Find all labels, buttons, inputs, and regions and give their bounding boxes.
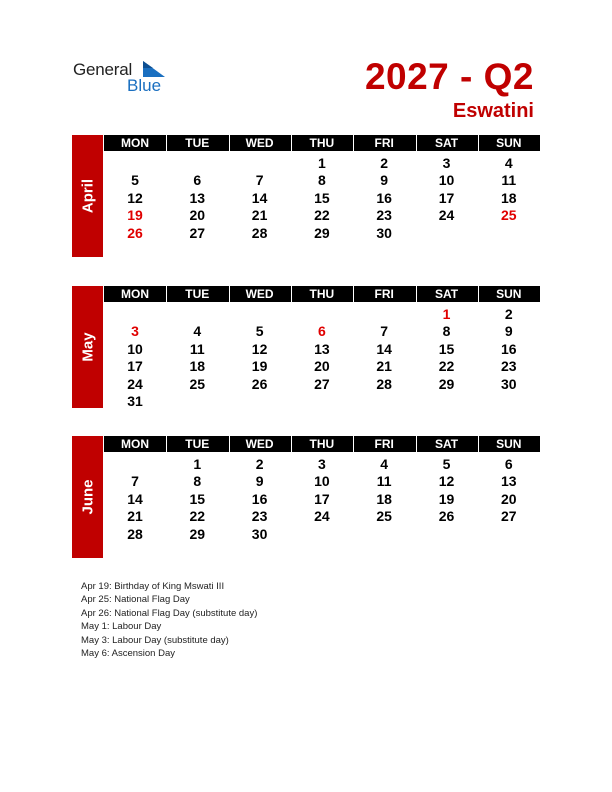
- day-cell: 15: [438, 340, 455, 357]
- month-name: April: [79, 178, 96, 214]
- day-cell: 18: [189, 358, 206, 375]
- day-cell: 19: [251, 358, 268, 375]
- weekday-thu: THU: [309, 287, 335, 301]
- day-cell: 30: [376, 224, 392, 241]
- day-cell: 17: [127, 358, 143, 375]
- day-cell: 4: [504, 155, 513, 171]
- day-cell: 13: [314, 340, 330, 357]
- day-cell: 27: [189, 224, 206, 241]
- day-cell: 16: [251, 490, 268, 507]
- day-cell: 8: [442, 323, 451, 340]
- day-cell: 1: [317, 155, 326, 171]
- weekday-mon: MON: [121, 287, 149, 301]
- day-cell: 14: [127, 490, 143, 507]
- header-divider: [416, 286, 417, 302]
- day-cell: 14: [376, 340, 392, 357]
- day-cell: 21: [127, 508, 143, 525]
- holiday-note: Apr 25: National Flag Day: [81, 594, 190, 606]
- header-divider: [291, 436, 292, 452]
- day-cell: 27: [314, 375, 330, 392]
- logo: [73, 60, 173, 96]
- holiday-note: Apr 19: Birthday of King Mswati III: [81, 581, 225, 592]
- month-label-bar: [72, 436, 103, 558]
- day-cell: 6: [193, 172, 202, 189]
- header-divider: [229, 135, 230, 151]
- day-cell: 23: [251, 508, 268, 525]
- weekday-header: [104, 436, 540, 452]
- header-divider: [166, 436, 167, 452]
- holiday-note: Apr 26: National Flag Day (substitute day): [81, 607, 258, 619]
- day-cell: 20: [501, 490, 517, 507]
- weekday-fri: FRI: [374, 136, 394, 150]
- day-cell: 21: [376, 358, 392, 375]
- page-title: 2027 - Q2: [364, 56, 534, 97]
- day-cell: 12: [251, 340, 268, 357]
- day-cell: 22: [314, 207, 330, 224]
- day-cell: 1: [442, 306, 451, 322]
- day-cell: 10: [314, 473, 330, 490]
- day-cell: 31: [127, 393, 143, 409]
- day-cell: 26: [127, 224, 143, 241]
- month-label-bar: [72, 135, 103, 257]
- day-cell: 11: [376, 473, 392, 490]
- weekday-fri: FRI: [374, 287, 394, 301]
- day-cell: 4: [193, 323, 202, 340]
- header-divider: [166, 286, 167, 302]
- day-cell: 20: [189, 207, 206, 224]
- day-cell: 28: [127, 525, 143, 542]
- day-cell: 7: [380, 323, 389, 340]
- day-cell: 25: [376, 508, 392, 525]
- day-cell: 12: [438, 473, 455, 490]
- day-cell: 17: [438, 189, 455, 206]
- day-cell: 4: [380, 456, 389, 472]
- header-divider: [478, 436, 479, 452]
- weekday-sat: SAT: [434, 136, 459, 150]
- day-cell: 29: [314, 224, 330, 241]
- weekday-thu: THU: [309, 136, 335, 150]
- day-cell: 30: [501, 375, 517, 392]
- day-cell: 2: [255, 456, 264, 472]
- day-cell: 26: [438, 508, 455, 525]
- header-divider: [478, 286, 479, 302]
- month-may: [72, 286, 540, 408]
- header-divider: [353, 436, 354, 452]
- day-cell: 15: [189, 490, 206, 507]
- day-cell: 29: [189, 525, 206, 542]
- day-cell: 12: [127, 189, 143, 206]
- weekday-sat: SAT: [434, 287, 459, 301]
- day-cell: 2: [380, 155, 389, 171]
- day-cell: 13: [501, 473, 517, 490]
- day-cell: 26: [251, 375, 268, 392]
- holiday-note: May 1: Labour Day: [81, 621, 162, 633]
- header-divider: [291, 286, 292, 302]
- day-cell: 29: [438, 375, 455, 392]
- day-cell: 20: [314, 358, 330, 375]
- day-cell: 9: [504, 323, 513, 340]
- day-cell: 22: [189, 508, 206, 525]
- header-divider: [229, 436, 230, 452]
- weekday-header: [104, 286, 540, 302]
- header-divider: [416, 436, 417, 452]
- weekday-sun: SUN: [496, 136, 522, 150]
- day-cell: 25: [501, 207, 517, 224]
- header-divider: [478, 135, 479, 151]
- day-cell: 30: [251, 525, 268, 542]
- day-cell: 18: [501, 189, 517, 206]
- day-cell: 11: [189, 340, 205, 357]
- weekday-sat: SAT: [434, 437, 459, 451]
- day-cell: 23: [376, 207, 392, 224]
- day-cell: 24: [127, 375, 143, 392]
- day-cell: 7: [255, 172, 264, 189]
- month-name: May: [79, 332, 96, 362]
- day-cell: 6: [504, 456, 513, 472]
- day-cell: 9: [255, 473, 264, 490]
- day-cell: 6: [317, 323, 326, 340]
- holiday-note: May 6: Ascension Day: [81, 647, 175, 659]
- day-cell: 19: [438, 490, 455, 507]
- day-cell: 2: [504, 306, 513, 322]
- month-label-bar: [72, 286, 103, 408]
- day-cell: 5: [131, 172, 139, 189]
- holiday-note: May 3: Labour Day (substitute day): [81, 634, 229, 646]
- weekday-sun: SUN: [496, 437, 522, 451]
- header-divider: [166, 135, 167, 151]
- weekday-tue: TUE: [185, 287, 210, 301]
- day-cell: 16: [376, 189, 392, 206]
- month-april: [72, 135, 540, 257]
- header-divider: [291, 135, 292, 151]
- month-june: [72, 436, 540, 558]
- day-cell: 10: [127, 340, 143, 357]
- day-cell: 28: [376, 375, 392, 392]
- header-divider: [229, 286, 230, 302]
- day-cell: 11: [501, 172, 517, 189]
- month-name: June: [79, 479, 96, 515]
- day-cell: 13: [189, 189, 206, 206]
- weekday-thu: THU: [309, 437, 335, 451]
- weekday-tue: TUE: [185, 136, 210, 150]
- weekday-fri: FRI: [374, 437, 394, 451]
- weekday-sun: SUN: [496, 287, 522, 301]
- logo-general-text: General: [73, 60, 133, 79]
- holiday-notes: [81, 580, 257, 660]
- day-cell: 16: [501, 340, 517, 357]
- day-cell: 3: [442, 155, 451, 171]
- header-divider: [353, 135, 354, 151]
- day-cell: 15: [314, 189, 330, 206]
- day-cell: 25: [189, 375, 206, 392]
- day-cell: 24: [438, 207, 455, 224]
- day-cell: 23: [501, 358, 517, 375]
- day-cell: 22: [438, 358, 455, 375]
- day-cell: 3: [317, 456, 326, 472]
- day-cell: 7: [131, 473, 139, 490]
- logo-flag-icon: [143, 61, 165, 77]
- logo-blue-text: Blue: [127, 76, 162, 95]
- day-cell: 19: [127, 207, 143, 224]
- day-cell: 27: [501, 508, 517, 525]
- day-cell: 9: [380, 172, 389, 189]
- day-cell: 17: [314, 490, 330, 507]
- weekday-header: [104, 135, 540, 151]
- country-name: Eswatini: [452, 100, 534, 122]
- weekday-tue: TUE: [185, 437, 210, 451]
- weekday-mon: MON: [121, 437, 149, 451]
- weekday-mon: MON: [121, 136, 149, 150]
- weekday-wed: WED: [245, 437, 274, 451]
- day-cell: 14: [251, 189, 268, 206]
- header-divider: [416, 135, 417, 151]
- day-cell: 1: [193, 456, 202, 472]
- day-cell: 18: [376, 490, 392, 507]
- day-cell: 10: [438, 172, 455, 189]
- day-cell: 8: [193, 473, 202, 490]
- day-cell: 28: [251, 224, 268, 241]
- day-cell: 3: [131, 323, 139, 340]
- day-cell: 8: [317, 172, 326, 189]
- day-cell: 24: [314, 508, 330, 525]
- day-cell: 5: [255, 323, 264, 340]
- day-cell: 21: [251, 207, 268, 224]
- weekday-wed: WED: [245, 287, 274, 301]
- weekday-wed: WED: [245, 136, 274, 150]
- day-cell: 5: [442, 456, 451, 472]
- header-divider: [353, 286, 354, 302]
